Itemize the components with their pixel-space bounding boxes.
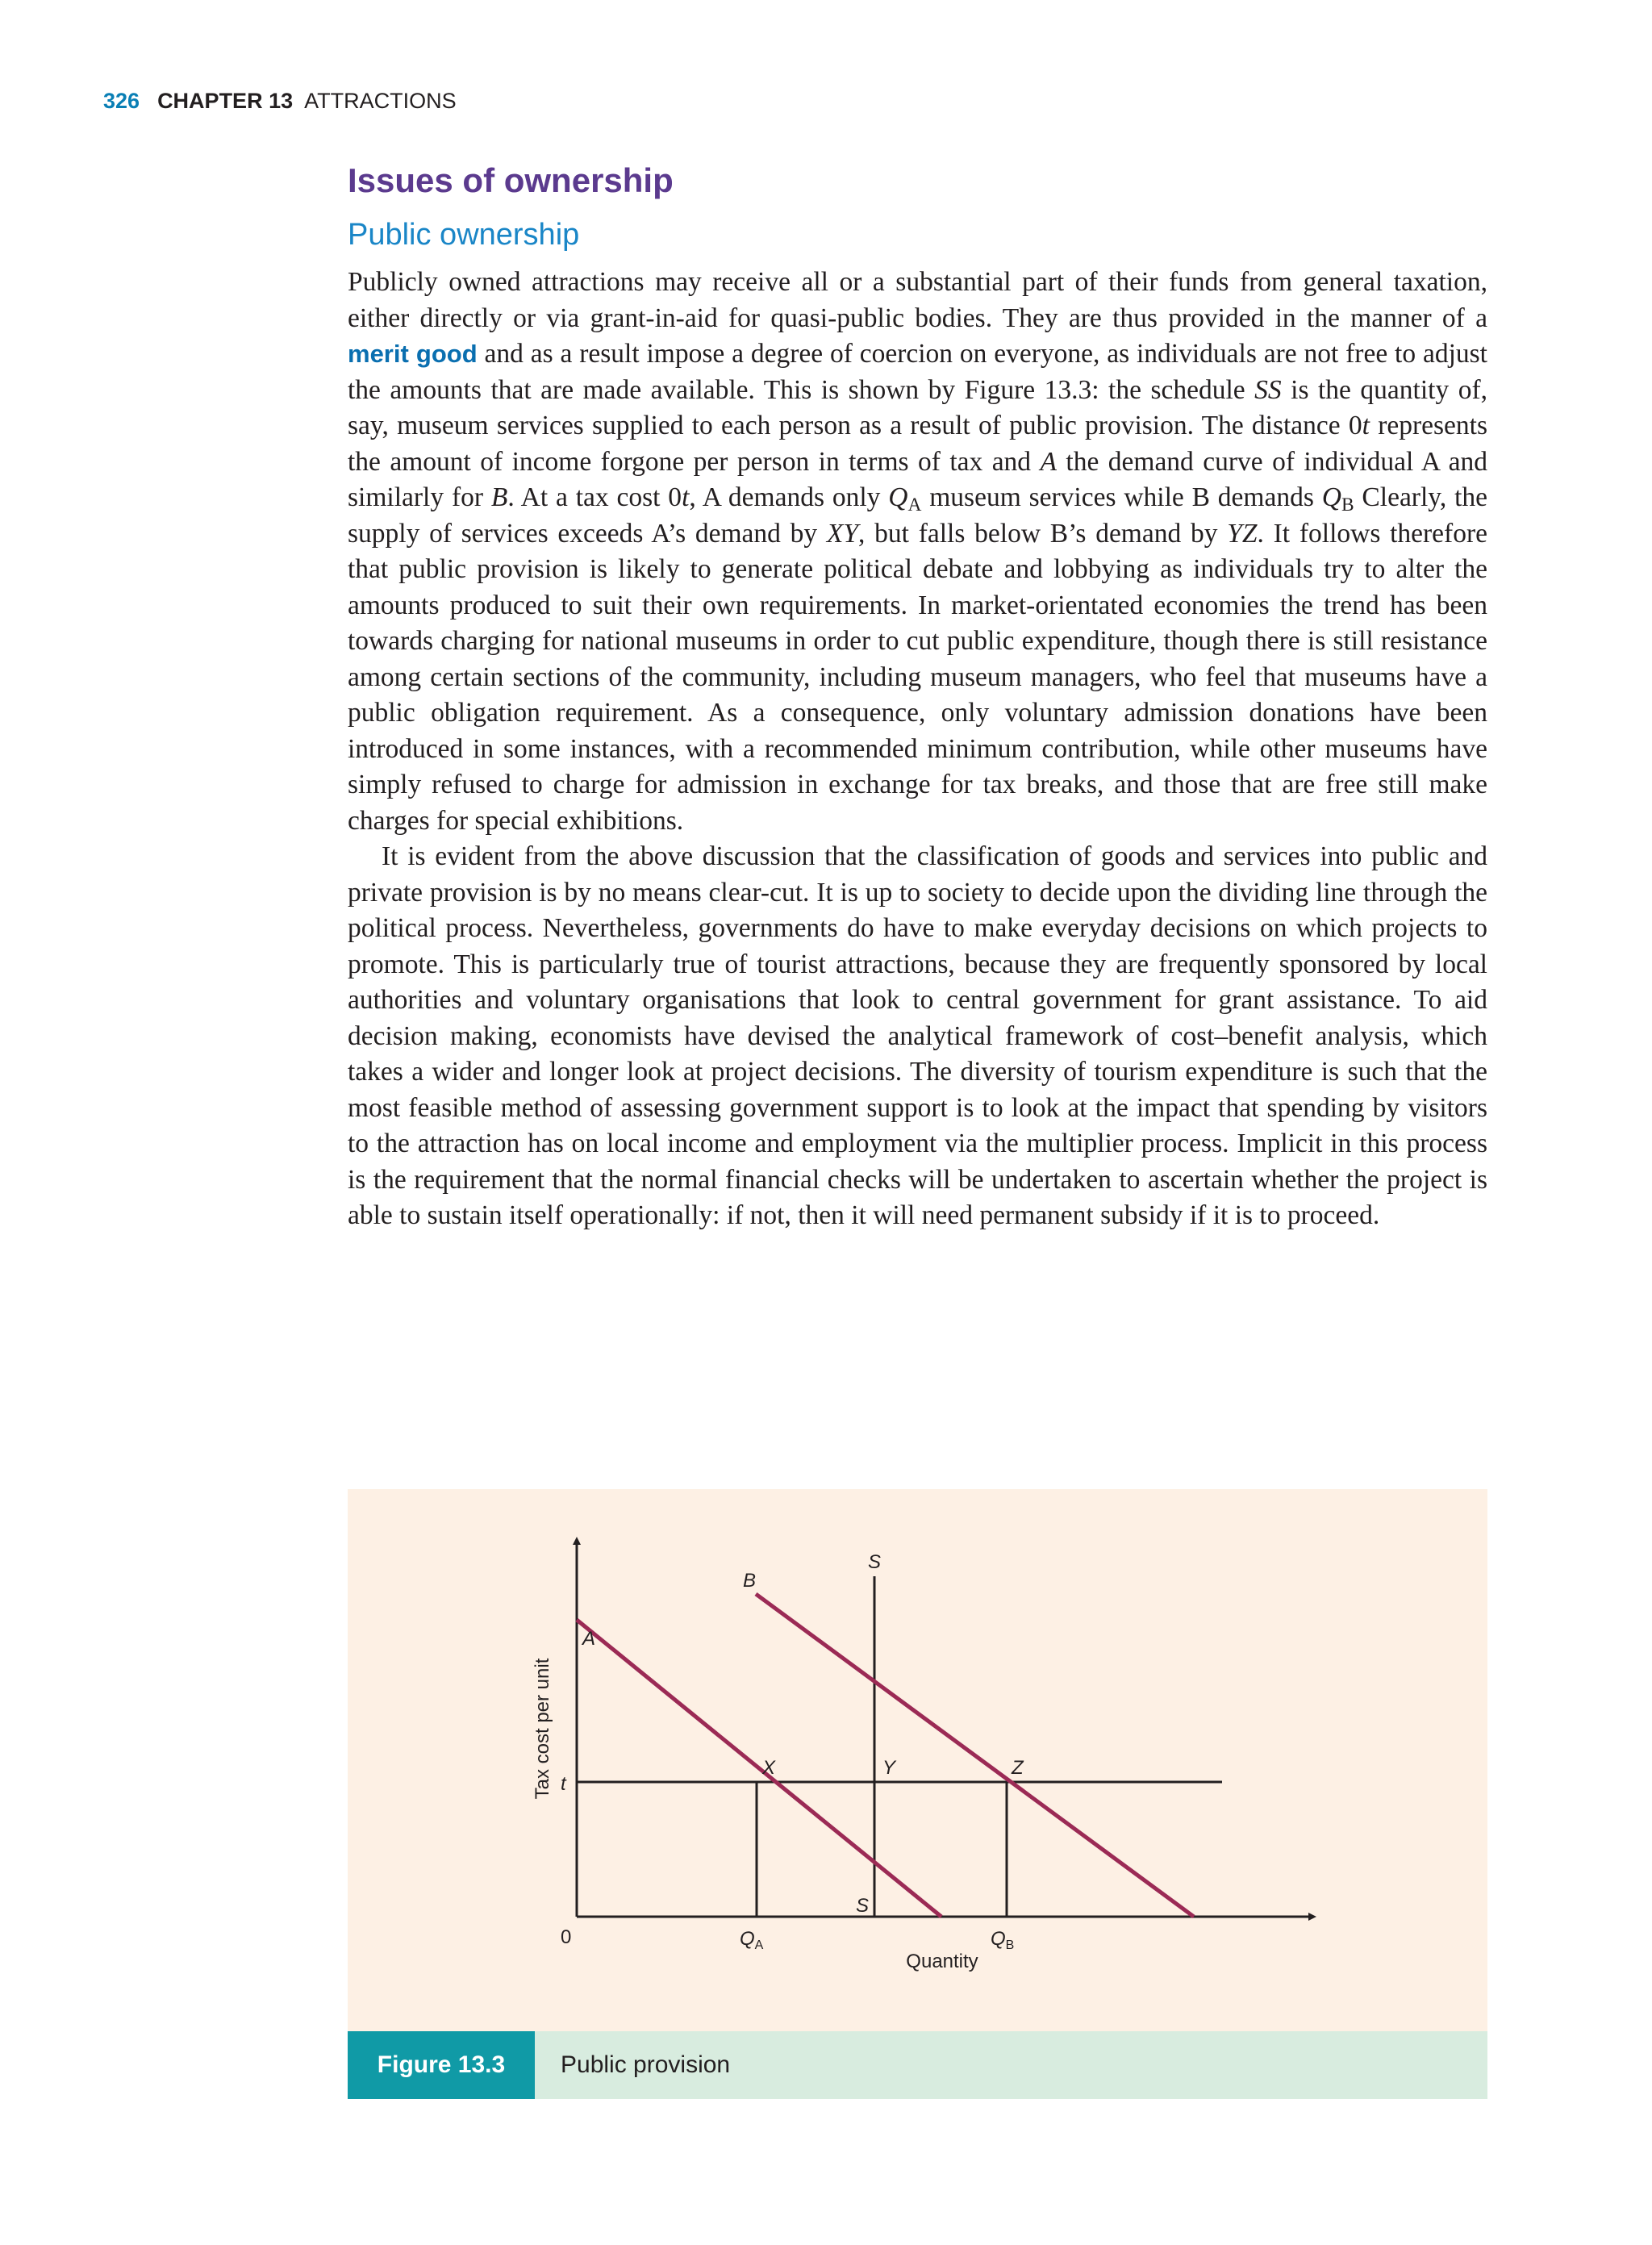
origin-label: 0: [561, 1926, 572, 1948]
text-run: Clearly, the supply of services exceeds A’s demand by: [348, 482, 1487, 549]
public-provision-diagram: [348, 1489, 1487, 2031]
y-axis-label: Tax cost per unit: [532, 1658, 553, 1800]
curve-a-label: A: [582, 1628, 596, 1650]
text-run: Publicly owned attractions may receive all or a substantial part of their funds from general taxation, either directly or via grant-in-aid for quasi-public bodies. They are thus provided in the manner of a: [348, 267, 1487, 333]
text-run: and as a result impose a degree of coercion on everyone, as individuals are not free to adjust the amounts that are made available. This is shown by Figure 13.3: the schedule: [348, 339, 1487, 405]
text-run: B: [1341, 494, 1354, 515]
text-run: the demand curve of individual A and similarly for: [348, 446, 1488, 512]
text-run: YZ: [1227, 518, 1258, 549]
text-run: Q: [888, 482, 908, 512]
text-run: t: [682, 482, 690, 512]
section-title: Issues of ownership: [348, 161, 674, 199]
section-subtitle: Public ownership: [348, 218, 580, 252]
supply-s-bottom-label: S: [856, 1895, 870, 1917]
text-run: . At a tax cost 0: [507, 482, 682, 512]
qb-label: $Q_B$: [991, 1928, 1015, 1952]
text-run: A: [1040, 446, 1057, 477]
text-run: represents the amount of income forgone per person in terms of tax and: [348, 411, 1487, 477]
text-run: museum services while B demands: [921, 482, 1322, 512]
chapter-title: ATTRACTIONS: [304, 89, 457, 113]
figure-13-3: [348, 1489, 1487, 2099]
page-number: 326: [103, 89, 140, 113]
text-run: is the quantity of, say, museum services supplied to each person as a result of public provision. The distance 0: [348, 374, 1487, 440]
text-run: t: [1362, 411, 1370, 440]
text-run: B: [490, 482, 508, 512]
figure-number: Figure 13.3: [348, 2031, 535, 2099]
point-z-label: Z: [1012, 1757, 1024, 1779]
figure-caption: [348, 2031, 1487, 2099]
body-text: [348, 265, 1487, 1234]
paragraph-1: [348, 265, 1487, 839]
glossary-term: merit good: [348, 340, 478, 368]
running-head: [103, 89, 457, 114]
text-run: SS: [1254, 374, 1282, 405]
curve-b-label: B: [743, 1570, 757, 1592]
text-run: . It follows therefore that public provision is likely to generate political debate and lobbying as individuals try to alter the amounts produced to suit their own requirements. In market-orientated economies the trend has been towards charging for national museums in order to cut public expenditure, though there is still resistance among certain sections of the community, including museum managers, who feel that museums have a public obligation requirement. As a consequence, only voluntary admission donations have been introduced in some instances, with a recommended minimum contribution, while other museums have simply refused to charge for admission in exchange for tax breaks, and those that are free still make charges for special exhibitions.: [348, 518, 1487, 836]
point-x-label: X: [762, 1757, 776, 1779]
chapter-number: CHAPTER 13: [157, 89, 294, 113]
text-run: A: [907, 494, 922, 515]
text-run: XY: [826, 518, 859, 549]
text-run: , A demands only: [689, 482, 889, 512]
demand-curve-b: [756, 1594, 1194, 1917]
qa-label: $Q_A$: [740, 1928, 764, 1952]
figure-title: Public provision: [561, 2051, 731, 2078]
x-axis-label: Quantity: [906, 1951, 978, 1972]
point-y-label: Y: [882, 1757, 896, 1779]
text-run: Q: [1321, 482, 1341, 512]
paragraph-2: [348, 839, 1487, 1234]
supply-s-top-label: S: [868, 1551, 882, 1573]
text-run: , but falls below B’s demand by: [858, 518, 1228, 549]
t-label: t: [561, 1773, 566, 1795]
text-run: It is evident from the above discussion that the classification of goods and services into public and private provision is by no means clear-cut. It is up to society to decide upon the dividing line through the political process. Nevertheless, governments do have to make everyday decisions on which projects to promote. This is particularly true of tourist attractions, because they are frequently sponsored by local authorities and voluntary organisations that look to central government for grant assistance. To aid decision making, economists have devised the analytical framework of cost–benefit analysis, which takes a wider and longer look at project decisions. The diversity of tourism expenditure is such that the most feasible method of assessing government support is to look at the impact that spending by visitors to the attraction has on local income and employment via the multiplier process. Implicit in this process is the requirement that the normal financial checks will be undertaken to ascertain whether the project is able to sustain itself operationally: if not, then it will need permanent subsidy if it is to proceed.: [348, 841, 1487, 1230]
